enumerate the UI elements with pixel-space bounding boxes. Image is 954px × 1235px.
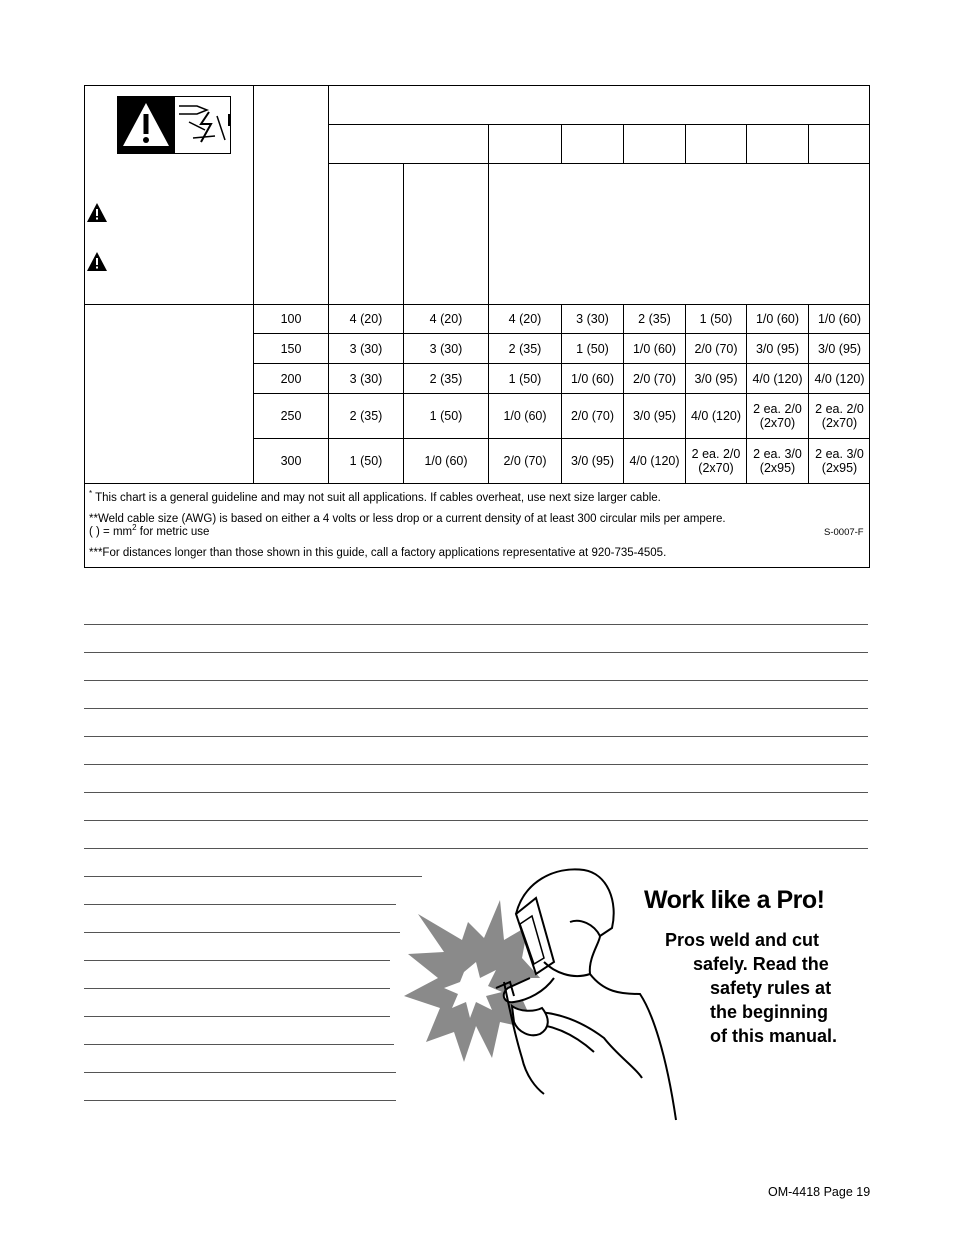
superscript: 2 [132,523,137,533]
cable-size-cell: 1 (50) [576,341,609,356]
writing-line [84,708,868,709]
slogan-line: Pros weld and cut [665,930,820,950]
cable-size-cell: 2 (35) [638,312,671,326]
cable-size-cell: 3/0 (95) [817,341,862,356]
cable-size-cell: 1/0 (60) [424,454,468,468]
table-divider [561,124,562,164]
table-notes [84,484,870,568]
cable-size-cell: 1/0 (60) [632,341,677,356]
cable-size-cell: 3 (30) [429,341,463,356]
writing-line [84,904,396,905]
cable-size-cell: 3 (30) [349,371,383,386]
writing-line [84,820,868,821]
cable-size-cell: 3/0 (95) [632,409,677,423]
writing-line [84,1044,394,1045]
slogan-line: safely. Read the [693,954,829,974]
amperes-cell: 300 [280,454,302,468]
cable-size-cell: 1 (50) [349,454,383,468]
note-text: ( ) = mm [89,526,133,538]
slogan-title: Work like a Pro! [644,886,825,914]
table-divider [328,124,870,125]
amperes-cell: 150 [280,341,302,356]
writing-line [84,764,868,765]
writing-line [84,1072,396,1073]
table-divider [328,163,870,164]
writing-line [84,680,868,681]
cable-size-cell: 3 (30) [349,341,383,356]
writing-line [84,876,422,877]
table-divider [623,124,624,164]
cable-size-cell: 2 (35) [349,409,383,423]
slogan-line: the beginning [710,1002,828,1022]
writing-line [84,736,868,737]
cable-size-cell: 4/0 (120) [752,371,803,386]
cable-size-cell: 2 ea. 3/0 (2x95) [753,447,802,475]
welder-illustration [404,862,684,1124]
writing-line [84,624,868,625]
cable-size-cell: 2 ea. 2/0 (2x70) [753,402,802,430]
cable-size-cell: 2/0 (70) [570,409,615,423]
cable-size-cell: 2/0 (70) [694,341,738,356]
cable-size-cell: 4 (20) [429,312,463,326]
writing-line [84,652,868,653]
cable-size-cell: 3/0 (95) [570,454,615,468]
writing-line [84,1016,390,1017]
page-number: OM-4418 Page 19 [768,1185,871,1199]
cable-size-cell: 4 (20) [349,312,383,326]
cable-size-cell: 4/0 (120) [629,454,680,468]
cable-size-cell: 2 ea. 2/0 (2x70) [691,447,741,475]
cable-size-cell: 1/0 (60) [503,409,547,423]
writing-line [84,960,390,961]
cable-size-cell: 4/0 (120) [814,371,865,386]
cable-size-cell: 3/0 (95) [694,371,738,386]
footnote-mark: * [89,489,93,499]
slogan-line: of this manual. [710,1026,838,1046]
cable-size-cell: 1/0 (60) [817,312,862,326]
cable-size-cell: 2 ea. 3/0 (2x95) [815,447,864,475]
table-divider [685,124,686,164]
warning-triangle-icon [87,252,107,271]
table-divider [808,124,809,164]
cable-size-cell: 1/0 (60) [755,312,800,326]
note-text: This chart is a general guideline and may not suit all applications. If cables overheat, use next size larger cable. [95,492,661,504]
cable-size-cell: 2 (35) [508,341,542,356]
cable-size-cell: 1 (50) [429,409,463,423]
slogan-line: safety rules at [710,978,832,998]
warning-triangle-icon [87,203,107,222]
table-divider [746,124,747,164]
cable-size-cell: 1 (50) [699,312,733,326]
note-metric [89,525,209,539]
note-cable-size-basis: **Weld cable size (AWG) is based on either a 4 volts or less drop or a current density of at least 300 circular mils per ampere. [89,513,726,525]
cable-size-cell: 2 ea. 2/0 (2x70) [815,402,864,430]
cable-size-cell: 1 (50) [508,371,542,386]
cable-size-cell: 2 (35) [429,371,463,386]
amperes-cell: 100 [280,312,302,326]
cable-size-cell: 3/0 (95) [755,341,800,356]
writing-line [84,1100,396,1101]
writing-line [84,848,868,849]
cable-size-cell: 2/0 (70) [632,371,677,386]
amperes-cell: 200 [280,371,302,386]
writing-line [84,988,390,989]
cable-size-cell: 4/0 (120) [690,409,742,423]
cable-size-cell: 4 (20) [508,312,542,326]
note-text: for metric use [136,526,210,538]
warning-electric-shock-icon [117,96,231,154]
note-general-guideline [89,491,661,505]
writing-line [84,932,400,933]
cable-size-cell: 3 (30) [576,312,609,326]
note-longer-distances: ***For distances longer than those shown in this guide, call a factory applications representative at 920-735-4505. [89,547,667,559]
amperes-cell: 250 [280,409,302,423]
writing-line [84,792,868,793]
cable-size-cell: 2/0 (70) [503,454,547,468]
drawing-code: S-0007-F [824,527,864,538]
cable-size-cell: 1/0 (60) [570,371,615,386]
